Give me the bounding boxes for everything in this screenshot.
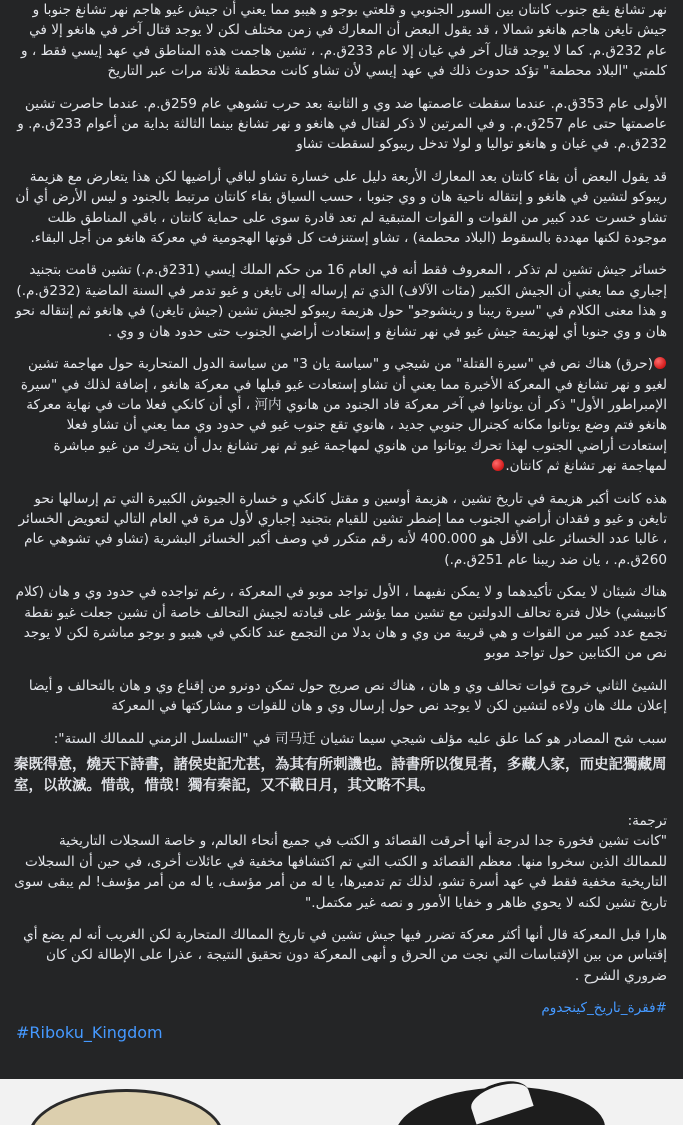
hashtag-link-ar[interactable]: #فقرة_تاريخ_كينجدوم — [541, 1000, 667, 1017]
translation-text: "كانت تشين فخورة جدا لدرجة أنها أحرقت القصائد و الكتب في جميع أنحاء العالم، و خاصة السجلات التاريخية للممالك الذين سخروا منها. معظم القصائد و الكتب التي تم اكتشافها مخفية في عائلات أخرى، في حين أن السجلات التاريخية مخفية فقط في عهد أسرة تشو، لذلك تم تدميرها، يا له من أمر مؤسف، يا له من أمر مؤسف! لم يبقى سوى تاريخ تشين لكنه لا يحوي ظاهر و خفايا الأمور و نصه غير مكتمل." — [14, 833, 667, 911]
hashtag-row-ar — [14, 998, 667, 1018]
translation-label: ترجمة: — [627, 813, 667, 829]
post-paragraph-7: الشيئ الثاني خروج قوات تحالف وي و هان ، هناك نص صريح حول تمكن دونرو من إقناع وي و هان بالتحالف و أيضا إعلان ملك هان ولاءه لتشين لكن لا يوجد نص حول إرسال وي و هان للقوات و مشاركتها في المعركة — [28, 677, 667, 715]
post-paragraph-3: قد يقول البعض أن بقاء كانتان بعد المعارك الأربعة دليل على خسارة تشاو لباقي أراضيها لكن هذا يتعارض مع هزيمة ريبوكو لتشين في هانغو و إنتقاله ناحية هان و وي جنوبا ، حسب السياق بقاء كانتان مرتبط بالجنود و ليس الأرض أي أن تشاو خسرت عدد كبير من القوات و القوات المتبقية لم تعد قادرة سوى على حماية كانتان ، باقي المناطق ظلت موجودة لكنها مهددة بالسقوط (البلاد محطمة) ، تشاو إستنزفت كل قوتها الهجومية في معركة هانغو من أجل البقاء. — [15, 168, 667, 247]
red-circle-icon — [492, 459, 504, 471]
post-paragraph-6: هناك شيئان لا يمكن تأكيدهما و لا يمكن نفيهما ، الأول تواجد موبو في المعركة ، رغم تواجده في حدود وي و هان (كلام كانبيشي) خلال فترة تحالف الدولتين مع تشين مما يؤشر على قيادته لجيش التحالف خاصة أن تشين جعلت غيو نقطة تجمع عدد كبير من القوات و هي قريبة من وي و هان بدلا من التجمع عند كانكي في هيبو و بوجو مباشرة لكن لا يوجد نص من الكتابين حول تواجد موبو — [15, 584, 667, 662]
chinese-quote: 秦既得意，燒天下詩書，諸侯史記尤甚，為其有所刺譏也。詩書所以復見者，多藏人家，而史記獨藏周室，以故滅。惜哉，惜哉！獨有秦記，又不載日月，其文略不具。 — [14, 757, 667, 794]
post-paragraph-2: الأولى عام 353ق.م. عندما سقطت عاصمتها ضد وي و الثانية بعد حرب تشوهي عام 259ق.م. عندما حاصرت تشين عاصمتها حتى عام 257ق.م. و في المرتين لا ذكر لقتال في هانغو و نهر تشانغ بينما الثالثة بداية من أعوام 233ق.م. و 232ق.م. في غيان و هانغو تواليا و لولا تدخل ريبوكو لسقطت تشاو — [17, 95, 667, 153]
post-image[interactable] — [0, 1079, 683, 1125]
hashtag-link-en[interactable]: #Riboku_Kingdom — [16, 1022, 163, 1042]
fire-paragraph-text: (حرق) هناك نص في "سيرة القتلة" من شيجي و "سياسة يان 3" من سياسة الدول المتحاربة حول مهاجمة تشين لغيو و نهر تشانغ في المعركة الأخيرة مما يعني أن تشاو إستعادت غيو قبلها في معركة هانغو ، إضافة لذلك في "سيرة الإمبراطور الأول" ذكر أن يوتانوا في آخر معركة قاد الجنود من هانوي 河内 ، أي أن كانكي فعلا مات في نهاية معركة هانغو فتم وضع يوتانوا مكانه كجنرال جنوبي جديد ، هانوي تقع جنوب غيو في حدود وي مما يعني أن تشاو فعلا إستعادت أراضي الجنوب لهذا تحرك يوتانوا من هانوي لمهاجمة غيو ثم نهر تشانغ بدل أن يتحرك من غيو مباشرة لمهاجمة نهر تشانغ ثم كانتان. — [20, 356, 667, 475]
image-figure-left — [28, 1089, 224, 1125]
post-paragraph-fire — [14, 354, 667, 476]
post-paragraph-4: خسائر جيش تشين لم تذكر ، المعروف فقط أنه في العام 16 من حكم الملك إيسي (231ق.م.) تشين قامت بتجنيد إجباري مما يعني أن الجيش الكبير (مئات الآلاف) الذي تم إرساله إلى تايغن و غيو تدمر في السنة الماضية (232ق.م.) و هذا معنى الكلام في "سيرة ريبنا و رينشوجو" حول هزيمة ريبوكو لجيش تشين (جيش تايغن) في هانغو ثم إنتقاله نحو هان و وي جنوبا أي لهزيمة جيش غيو في نهر تشانغ و إستعادت أراضي الجنوب حتى حدود هان و وي . — [15, 262, 667, 340]
hashtag-row-en — [0, 1023, 683, 1042]
post-paragraph-8: سبب شح المصادر هو كما علق عليه مؤلف شيجي سيما تشيان 司马迁 في "التسلسل الزمني للممالك الستة": — [53, 730, 667, 747]
post-paragraph-1: نهر تشانغ يقع جنوب كانتان بين السور الجنوبي و قلعتي بوجو و هيبو مما يعني أن جيش غيو هاجم نهر تشانغ جنوبا و جيش تايغن هاجم هانغو شمالا ، قد يقول البعض أن المعارك في زمن مختلف لكن لا يوجد قتال آخر في هانغو إلا في عام 232ق.م. كما لا يوجد قتال آخر في غيان إلا عام 233ق.م. ، تشين هاجمت هذه المناطق في عهد إيسي فقط ، و كلمتي "البلاد محطمة" تؤكد حدوث ذلك في عهد إيسي لأن تشاو كانت محطمة ثلاثة مرات عبر التاريخ — [21, 2, 667, 80]
post-paragraph-5: هذه كانت أكبر هزيمة في تاريخ تشين ، هزيمة أوسين و مقتل كانكي و خسارة الجيوش الكبيرة التي تم إرسالها نحو تايغن و غيو و فقدان أراضي الجنوب مما إضطر تشين للقيام بتجنيد إجباري لأول مرة في العام التالي لتعويض الخسائر ، غالبا عدد الخسائر على الأقل هو 400.000 لأنه رقم متكرر في وصف أكبر الخسائر البشرية (تشاو في تشوهي عام 260ق.م. ، يان ضد ريبنا عام 251ق.م.) — [18, 490, 667, 568]
closing-paragraph: هارا قبل المعركة قال أنها أكثر معركة تضرر فيها جيش تشين في تاريخ الممالك المتحاربة لكن الغريب أنه لم يضع أي إقتباس من بين الإقتباسات التي نجت من الحرق و أنهى المعركة دون تحقيق النتيجة ، عذرا على الإطالة لكن كان ضروري الشرح . — [23, 927, 667, 984]
red-circle-icon — [654, 357, 666, 369]
